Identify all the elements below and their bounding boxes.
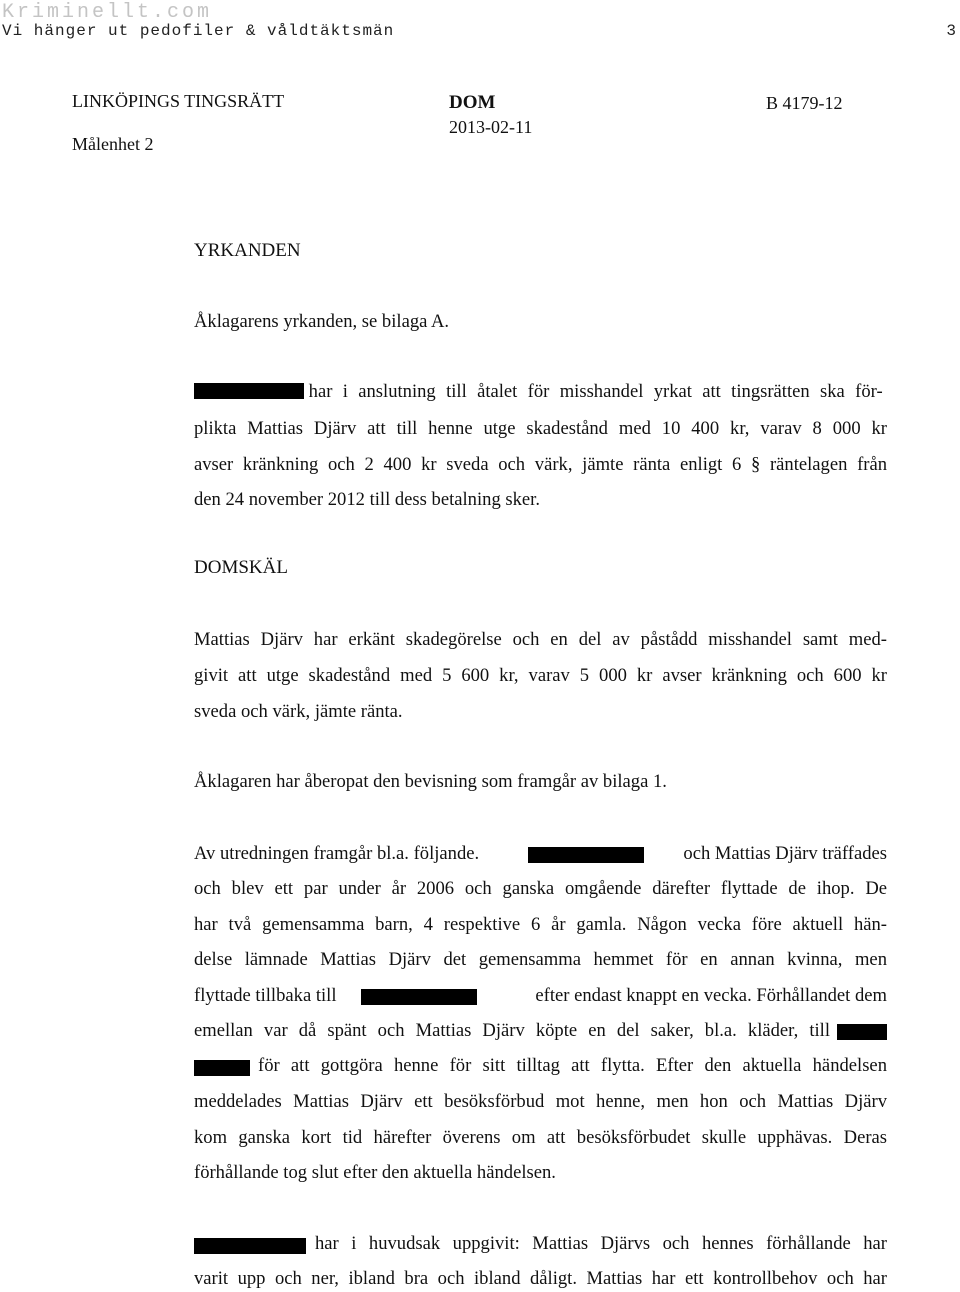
paragraph-line <box>194 380 887 404</box>
redaction-block <box>528 847 644 863</box>
paragraph-line: Åklagaren har åberopat den bevisning som framgår av bilaga 1. <box>194 771 667 792</box>
paragraph-text: emellan var då spänt och Mattias Djärv köpte en del saker, bl.a. kläder, till <box>194 1020 830 1041</box>
case-number: B 4179-12 <box>766 93 843 113</box>
paragraph-text: efter endast knappt en vecka. Förhållandet dem <box>535 985 887 1006</box>
site-subtitle: Vi hänger ut pedofiler & våldtäktsmän <box>2 22 395 40</box>
paragraph-line: och blev ett par under år 2006 och ganska omgående därefter flyttade de ihop. De <box>194 878 887 899</box>
document-type: DOM <box>449 92 496 113</box>
court-name: LINKÖPINGS TINGSRÄTT <box>72 91 285 111</box>
paragraph-text: och Mattias Djärv träffades <box>683 843 887 864</box>
redaction-block <box>837 1024 887 1040</box>
document-date: 2013-02-11 <box>449 117 533 137</box>
paragraph-text: Av utredningen framgår bl.a. följande. <box>194 843 480 864</box>
section-heading-domskal: DOMSKÄL <box>194 557 288 578</box>
paragraph-text: för att gottgöra henne för sitt tilltag att flytta. Efter den aktuella händelsen <box>258 1055 887 1076</box>
redaction-block <box>361 989 477 1005</box>
paragraph-line: kom ganska kort tid härefter överens om att besöksförbudet skulle upphävas. Deras <box>194 1127 887 1148</box>
paragraph-line: Mattias Djärv har erkänt skadegörelse och en del av påstådd misshandel samt med- <box>194 629 887 650</box>
paragraph-line: avser kränkning och 2 400 kr sveda och värk, jämte ränta enligt 6 § räntelagen från <box>194 454 887 475</box>
section-heading-yrkanden: YRKANDEN <box>194 240 301 261</box>
paragraph-line: den 24 november 2012 till dess betalning sker. <box>194 489 540 510</box>
paragraph-line: förhållande tog slut efter den aktuella händelsen. <box>194 1162 556 1183</box>
paragraph-line: har två gemensamma barn, 4 respektive 6 år gamla. Någon vecka före aktuell hän- <box>194 914 887 935</box>
paragraph-text: har i anslutning till åtalet för misshandel yrkat att tingsrätten ska för- <box>308 381 883 402</box>
paragraph-line: givit att utge skadestånd med 5 600 kr, varav 5 000 kr avser kränkning och 600 kr <box>194 665 887 686</box>
paragraph-line: meddelades Mattias Djärv ett besöksförbud mot henne, men hon och Mattias Djärv <box>194 1091 887 1112</box>
page-number: 3 <box>946 22 956 40</box>
paragraph-text: har i huvudsak uppgivit: Mattias Djärvs och hennes förhållande har <box>315 1233 887 1254</box>
redaction-block <box>194 383 304 399</box>
court-unit: Målenhet 2 <box>72 134 154 154</box>
paragraph-text: flyttade tillbaka till <box>194 985 337 1006</box>
redaction-block <box>194 1060 250 1076</box>
site-watermark: Kriminellt.com <box>2 1 213 24</box>
paragraph-line: sveda och värk, jämte ränta. <box>194 701 403 722</box>
paragraph-line: Åklagarens yrkanden, se bilaga A. <box>194 311 450 332</box>
redaction-block <box>194 1238 306 1254</box>
paragraph-line: delse lämnade Mattias Djärv det gemensamma hemmet för en annan kvinna, men <box>194 949 887 970</box>
paragraph-line: plikta Mattias Djärv att till henne utge skadestånd med 10 400 kr, varav 8 000 kr <box>194 418 887 439</box>
paragraph-line: varit upp och ner, ibland bra och ibland dåligt. Mattias har ett kontrollbehov och har <box>194 1268 887 1289</box>
